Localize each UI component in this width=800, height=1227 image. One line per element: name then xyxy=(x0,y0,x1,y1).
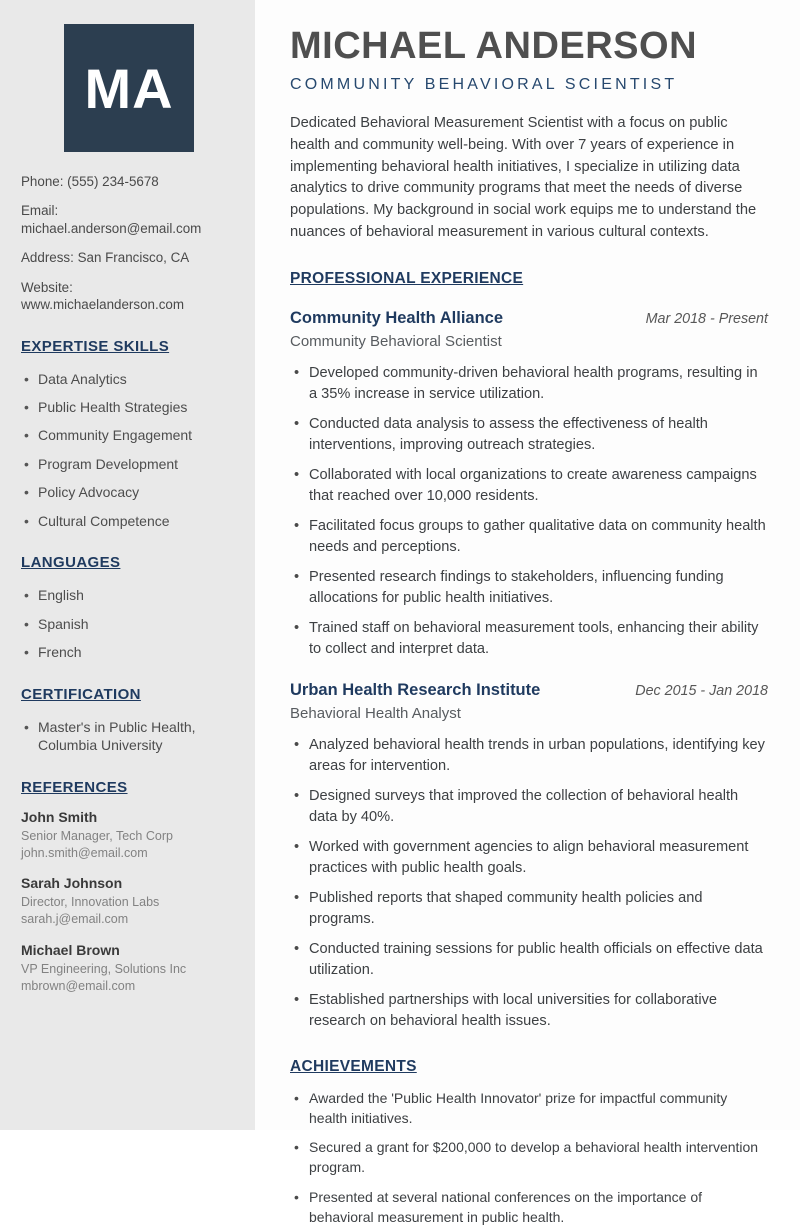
section-languages xyxy=(21,554,237,661)
reference-role: Senior Manager, Tech Corp xyxy=(21,828,173,843)
list-item: • Awarded the 'Public Health Innovator' prize for impactful community health initiatives. xyxy=(290,1088,768,1129)
contact-line: Email: michael.anderson@email.com xyxy=(21,203,202,236)
job-bullet: • Designed surveys that improved the collection of behavioral health data by 40%. xyxy=(290,786,768,828)
job-bullets xyxy=(290,735,768,1032)
list-item: • Public Health Strategies xyxy=(21,398,237,416)
reference-name: John Smith xyxy=(21,808,98,825)
job-bullet: • Worked with government agencies to align behavioral measurement practices with public health goals. xyxy=(290,837,768,879)
section-references xyxy=(21,779,237,996)
reference-name: Sarah Johnson xyxy=(21,875,123,892)
list-item: • Spanish xyxy=(21,615,237,633)
experience-jobs xyxy=(290,309,768,1032)
achievements-list xyxy=(290,1088,768,1227)
expertise-skills-heading: EXPERTISE SKILLS xyxy=(21,337,170,355)
list-item: • English xyxy=(21,586,237,604)
experience-heading: PROFESSIONAL EXPERIENCE xyxy=(290,269,524,287)
contact-line: Address: San Francisco, CA xyxy=(21,250,190,266)
sidebar xyxy=(0,0,255,1130)
job-bullet: • Established partnerships with local universities for collaborative research on behavioral health issues. xyxy=(290,990,768,1032)
job-bullet: • Conducted training sessions for public health officials on effective data utilization. xyxy=(290,939,768,981)
job-header xyxy=(290,309,768,328)
job-entry xyxy=(290,681,768,1032)
list-item: • Presented at several national conferences on the importance of behavioral measurement in public health. xyxy=(290,1187,768,1227)
job-role: Behavioral Health Analyst xyxy=(290,704,461,722)
list-item: • Policy Advocacy xyxy=(21,483,237,501)
job-header xyxy=(290,681,768,700)
job-bullets xyxy=(290,363,768,660)
job-dates: Dec 2015 - Jan 2018 xyxy=(635,682,768,699)
section-certification xyxy=(21,686,237,755)
reference-entry xyxy=(21,942,237,996)
reference-role: VP Engineering, Solutions Inc xyxy=(21,961,187,976)
summary-paragraph: Dedicated Behavioral Measurement Scientist with a focus on public health and community well-being. With over 7 years of experience in implementing behavioral health initiatives, I specialize in utilizing data analytics to drive community programs that meet the needs of diverse populations. My background in social work equips me to understand the nuances of behavioral measurement in various cultural contexts. xyxy=(290,115,757,240)
list-item: • Secured a grant for $200,000 to develop a behavioral health intervention program. xyxy=(290,1137,768,1178)
contact-line: Phone: (555) 234-5678 xyxy=(21,174,159,189)
job-bullet: • Collaborated with local organizations to create awareness campaigns that reached over 10,000 residents. xyxy=(290,465,768,507)
job-company: Community Health Alliance xyxy=(290,308,504,327)
job-bullet: • Published reports that shaped community health policies and programs. xyxy=(290,888,768,930)
list-item: • Data Analytics xyxy=(21,370,237,388)
job-bullet: • Developed community-driven behavioral health programs, resulting in a 35% increase in service utilization. xyxy=(290,363,768,405)
reference-entry xyxy=(21,809,237,863)
job-company: Urban Health Research Institute xyxy=(290,680,541,699)
references-list xyxy=(21,809,237,996)
professional-title: COMMUNITY BEHAVIORAL SCIENTIST xyxy=(290,76,678,94)
main-content xyxy=(255,0,800,1227)
section-expertise-skills xyxy=(21,338,237,531)
job-bullet: • Trained staff on behavioral measurement tools, enhancing their ability to collect and interpret data. xyxy=(290,618,768,660)
page-title: MICHAEL ANDERSON xyxy=(290,25,698,67)
certification-heading: CERTIFICATION xyxy=(21,685,141,703)
reference-email: sarah.j@email.com xyxy=(21,912,129,927)
certification-list xyxy=(21,718,237,755)
list-item: • French xyxy=(21,643,237,661)
achievements-heading: ACHIEVEMENTS xyxy=(290,1057,417,1075)
monogram-initials: MA xyxy=(84,56,174,120)
contact-line: Website: www.michaelanderson.com xyxy=(21,279,184,313)
job-dates: Mar 2018 - Present xyxy=(645,310,768,327)
job-bullet: • Presented research findings to stakeholders, influencing funding allocations for public health initiatives. xyxy=(290,567,768,609)
references-heading: REFERENCES xyxy=(21,778,128,796)
languages-list xyxy=(21,586,237,661)
job-bullet: • Facilitated focus groups to gather qualitative data on community health needs and perceptions. xyxy=(290,516,768,558)
reference-email: mbrown@email.com xyxy=(21,978,136,993)
languages-heading: LANGUAGES xyxy=(21,554,121,572)
skills-list xyxy=(21,370,237,531)
reference-name: Michael Brown xyxy=(21,941,120,958)
list-item: • Community Engagement xyxy=(21,426,237,444)
reference-email: john.smith@email.com xyxy=(21,845,148,860)
job-bullet: • Conducted data analysis to assess the effectiveness of health interventions, improving outreach strategies. xyxy=(290,414,768,456)
job-entry xyxy=(290,309,768,660)
contact-lines xyxy=(21,173,237,314)
job-bullet: • Analyzed behavioral health trends in urban populations, identifying key areas for intervention. xyxy=(290,735,768,777)
reference-entry xyxy=(21,875,237,929)
list-item: • Master's in Public Health, Columbia University xyxy=(21,718,237,755)
contact-info xyxy=(21,173,237,314)
list-item: • Program Development xyxy=(21,455,237,473)
reference-role: Director, Innovation Labs xyxy=(21,895,160,910)
section-achievements xyxy=(290,1058,768,1227)
job-role: Community Behavioral Scientist xyxy=(290,332,502,350)
list-item: • Cultural Competence xyxy=(21,512,237,530)
monogram-avatar xyxy=(64,24,194,152)
